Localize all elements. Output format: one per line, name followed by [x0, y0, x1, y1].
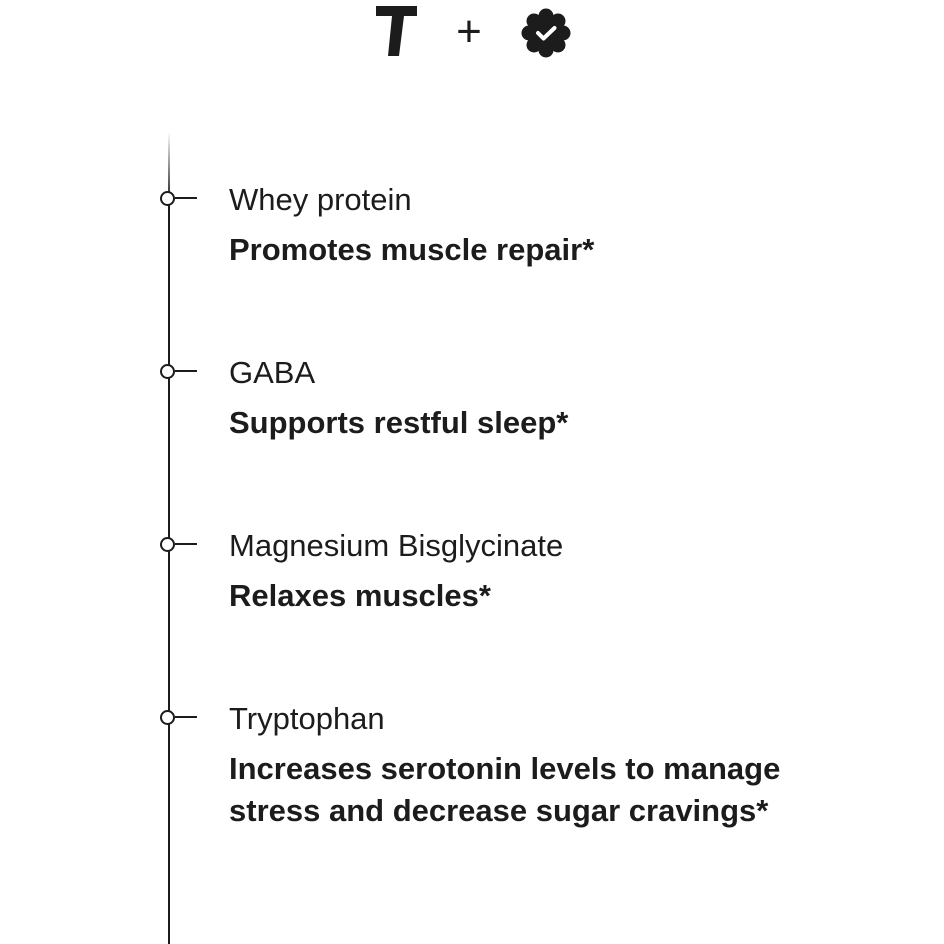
timeline-dot-icon — [160, 537, 175, 552]
timeline-marker — [160, 536, 200, 552]
timeline-tick — [175, 716, 197, 718]
ingredient-name: Whey protein — [229, 182, 412, 217]
timeline-marker — [160, 190, 200, 206]
timeline-dot-icon — [160, 710, 175, 725]
ingredient-name: Magnesium Bisglycinate — [229, 528, 564, 563]
timeline-dot-icon — [160, 191, 175, 206]
ingredient-benefit: Promotes muscle repair* — [229, 232, 595, 267]
timeline-marker — [160, 363, 200, 379]
ingredient-item-tryptophan — [229, 701, 849, 832]
ingredient-item-whey-protein — [229, 182, 849, 271]
header — [0, 0, 944, 70]
timeline-tick — [175, 370, 197, 372]
ingredient-benefit: Relaxes muscles* — [229, 578, 491, 613]
ingredient-benefit: Increases serotonin levels to manage stress and decrease sugar cravings* — [229, 751, 781, 828]
timeline-dot-icon — [160, 364, 175, 379]
ingredient-name: Tryptophan — [229, 701, 385, 736]
verified-check-badge-icon — [520, 8, 572, 58]
ingredient-benefit: Supports restful sleep* — [229, 405, 569, 440]
plus-sign: + — [456, 7, 482, 56]
ingredient-name: GABA — [229, 355, 316, 390]
timeline-marker — [160, 709, 200, 725]
brand-t-logo-icon — [376, 6, 418, 58]
timeline-tick — [175, 543, 197, 545]
ingredient-item-magnesium-bisglycinate — [229, 528, 849, 617]
timeline-tick — [175, 197, 197, 199]
ingredient-item-gaba — [229, 355, 849, 444]
